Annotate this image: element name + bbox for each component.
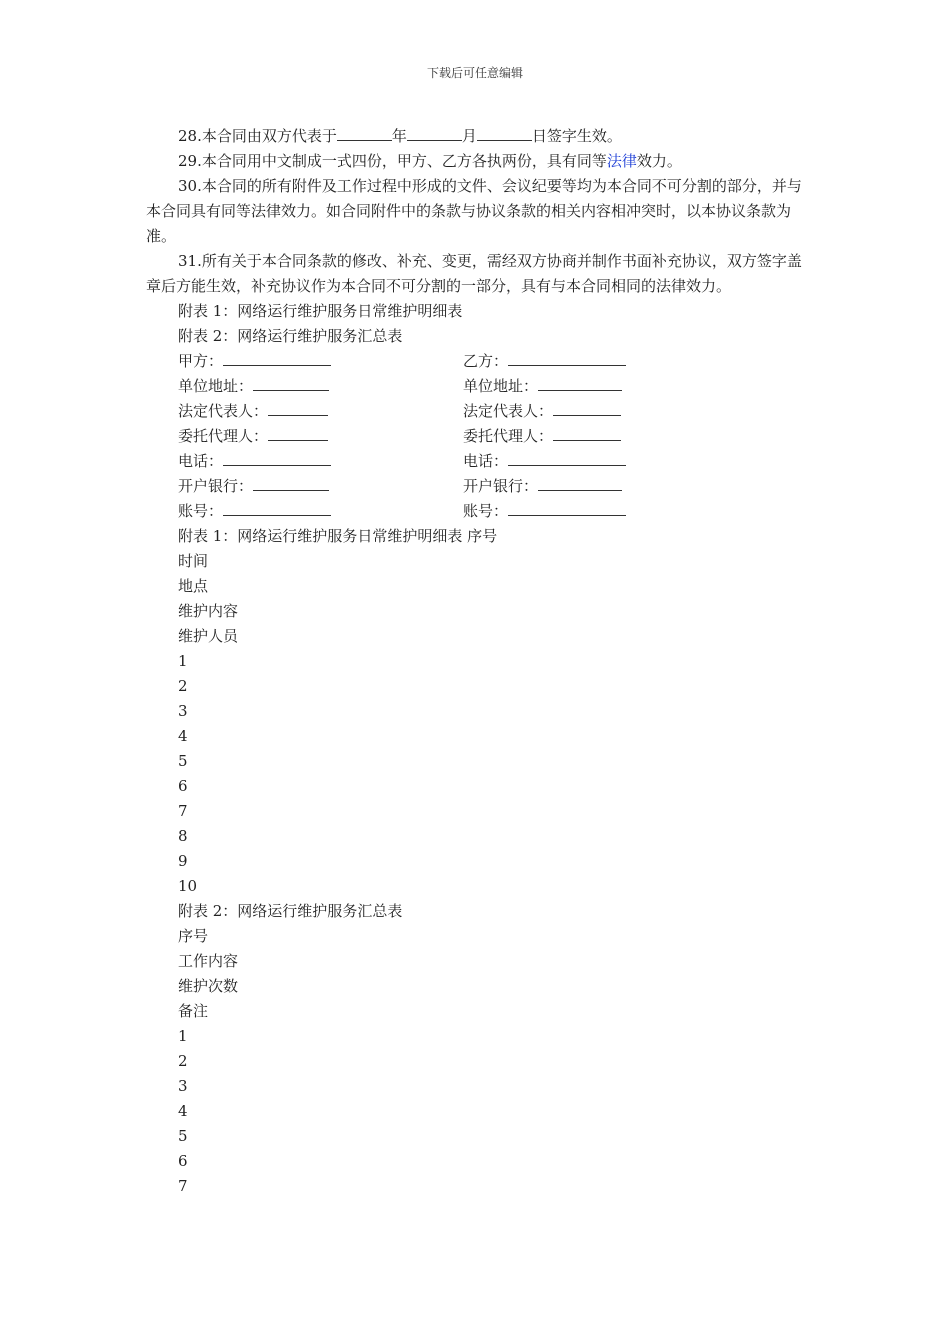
party-a-blank xyxy=(223,350,331,366)
table-1-row: 6 xyxy=(178,777,188,795)
phone-a-blank xyxy=(223,450,331,466)
party-b-blank xyxy=(508,350,626,366)
table-1-row: 1 xyxy=(178,652,188,670)
clause-29 xyxy=(146,149,808,174)
table-2-row: 6 xyxy=(178,1152,188,1170)
attachment-2: 附表 2：网络运行维护服务汇总表 xyxy=(178,327,403,345)
address-b-blank xyxy=(538,375,622,391)
blank-year xyxy=(337,125,392,141)
table-2-header: 工作内容 xyxy=(178,952,239,970)
clause-28 xyxy=(146,124,808,149)
address-b-label: 单位地址： xyxy=(463,377,539,395)
bank-a-label: 开户银行： xyxy=(178,477,254,495)
party-b-label: 乙方： xyxy=(463,352,509,370)
bank-b-label: 开户银行： xyxy=(463,477,539,495)
agent-b-label: 委托代理人： xyxy=(463,427,554,445)
table-2-row: 7 xyxy=(178,1177,188,1195)
clause-29-before: 29.本合同用中文制成一式四份，甲方、乙方各执两份，具有同等 xyxy=(178,152,607,170)
law-link[interactable]: 法律 xyxy=(606,152,637,170)
table-2-title: 附表 2：网络运行维护服务汇总表 xyxy=(178,902,403,920)
address-a-label: 单位地址： xyxy=(178,377,254,395)
table-1-row: 8 xyxy=(178,827,188,845)
phone-b-label: 电话： xyxy=(463,452,509,470)
signature-row-party xyxy=(146,349,808,374)
clause-29-after: 效力。 xyxy=(636,152,682,170)
signature-row-address xyxy=(146,374,808,399)
table-1-header: 维护人员 xyxy=(178,627,239,645)
clause-28-prefix: 28.本合同由双方代表于 xyxy=(178,127,337,145)
clause-28-year: 年 xyxy=(391,127,407,145)
address-a-blank xyxy=(253,375,329,391)
signature-row-account xyxy=(146,499,808,524)
table-1-row: 4 xyxy=(178,727,188,745)
bank-b-blank xyxy=(538,475,622,491)
document-body xyxy=(146,124,808,1199)
signature-block xyxy=(146,349,808,524)
blank-month xyxy=(407,125,462,141)
table-2-header: 备注 xyxy=(178,1002,209,1020)
table-1-title: 附表 1：网络运行维护服务日常维护明细表 序号 xyxy=(178,527,498,545)
agent-a-blank xyxy=(268,425,328,441)
phone-b-blank xyxy=(508,450,626,466)
table-1-row: 3 xyxy=(178,702,188,720)
clause-28-month: 月 xyxy=(461,127,477,145)
table-1-row: 7 xyxy=(178,802,188,820)
signature-row-bank xyxy=(146,474,808,499)
signature-row-phone xyxy=(146,449,808,474)
table-2-row: 2 xyxy=(178,1052,188,1070)
legal-rep-b-label: 法定代表人： xyxy=(463,402,554,420)
table-2-header: 维护次数 xyxy=(178,977,239,995)
clause-31: 31.所有关于本合同条款的修改、补充、变更，需经双方协商并制作书面补充协议，双方签字盖章后方能生效，补充协议作为本合同不可分割的一部分，具有与本合同相同的法律效力。 xyxy=(146,252,802,295)
page-header: 下载后可任意编辑 xyxy=(426,66,523,80)
account-a-label: 账号： xyxy=(178,502,224,520)
table-1-row: 5 xyxy=(178,752,188,770)
table-2-header: 序号 xyxy=(178,927,209,945)
table-1-row: 2 xyxy=(178,677,188,695)
account-b-blank xyxy=(508,500,626,516)
table-1-row: 9 xyxy=(178,852,188,870)
signature-row-agent xyxy=(146,424,808,449)
table-1-header: 时间 xyxy=(178,552,209,570)
table-1-header: 维护内容 xyxy=(178,602,239,620)
party-a-label: 甲方： xyxy=(178,352,224,370)
agent-b-blank xyxy=(553,425,621,441)
account-b-label: 账号： xyxy=(463,502,509,520)
agent-a-label: 委托代理人： xyxy=(178,427,269,445)
table-1-row: 10 xyxy=(178,877,198,895)
bank-a-blank xyxy=(253,475,329,491)
table-2 xyxy=(146,899,808,1199)
table-2-row: 5 xyxy=(178,1127,188,1145)
table-1-header: 地点 xyxy=(178,577,209,595)
table-2-row: 3 xyxy=(178,1077,188,1095)
attachment-1: 附表 1：网络运行维护服务日常维护明细表 xyxy=(178,302,463,320)
phone-a-label: 电话： xyxy=(178,452,224,470)
table-1 xyxy=(146,524,808,899)
legal-rep-a-label: 法定代表人： xyxy=(178,402,269,420)
table-2-row: 4 xyxy=(178,1102,188,1120)
clause-30: 30.本合同的所有附件及工作过程中形成的文件、会议纪要等均为本合同不可分割的部分，并与本合同具有同等法律效力。如合同附件中的条款与协议条款的相关内容相冲突时，以本协议条款为准。 xyxy=(146,177,802,245)
signature-row-legal-rep xyxy=(146,399,808,424)
clause-28-suffix: 日签字生效。 xyxy=(531,127,622,145)
legal-rep-b-blank xyxy=(553,400,621,416)
table-2-row: 1 xyxy=(178,1027,188,1045)
account-a-blank xyxy=(223,500,331,516)
blank-day xyxy=(477,125,532,141)
legal-rep-a-blank xyxy=(268,400,328,416)
